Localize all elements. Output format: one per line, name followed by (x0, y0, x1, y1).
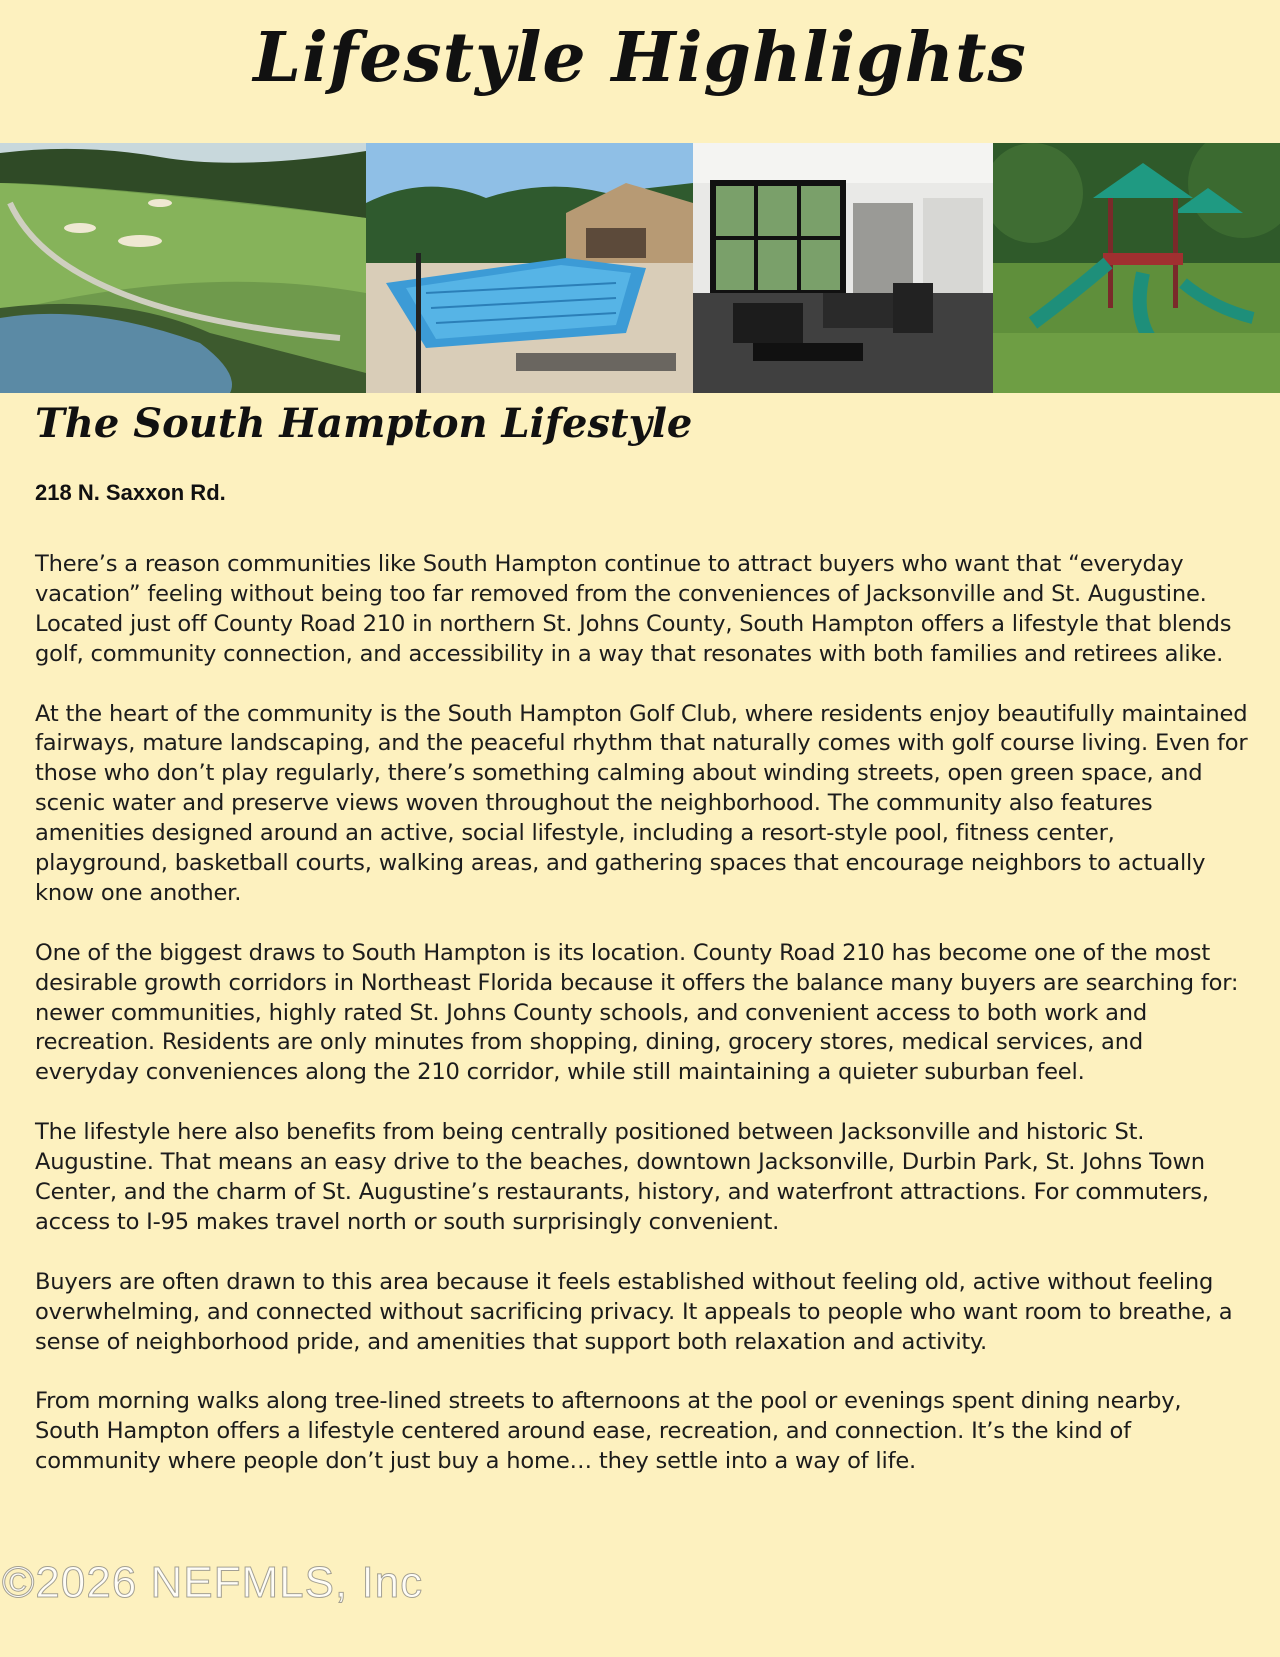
fitness-center-photo (693, 143, 993, 393)
paragraph: At the heart of the community is the South Hampton Golf Club, where residents enjoy beautifully maintained fairways, mature landscaping, and the peaceful rhythm that naturally comes with golf course living. Even for those who don’t play regularly, there’s something calming about winding streets, open green space, and scenic water and preserve views woven throughout the neighborhood. The community also features amenities designed around an active, social lifestyle, including a resort-style pool, fitness center, playground, basketball courts, walking areas, and gathering spaces that encourage neighbors to actually know one another. (35, 700, 1248, 906)
page-title: Lifestyle Highlights (253, 18, 1027, 98)
copyright-watermark: ©2026 NEFMLS, Inc (2, 1558, 424, 1607)
paragraph: There’s a reason communities like South Hampton continue to attract buyers who want that “everyday vacation” feeling without being too far removed from the conveniences of Jacksonville and St. Augustine. Located just off County Road 210 in northern St. Johns County, South Hampton offers a lifestyle that blends golf, community connection, and accessibility in a way that resonates with both families and retirees alike. (35, 551, 1232, 667)
playground-photo (993, 143, 1280, 393)
paragraph: Buyers are often drawn to this area because it feels established without feeling old, active without feeling overwhelming, and connected without sacrificing privacy. It appeals to people who want room to breathe, a sense of neighborhood pride, and amenities that support both relaxation and activity. (35, 1268, 1233, 1355)
property-address: 218 N. Saxxon Rd. (35, 480, 226, 505)
article-body (35, 550, 1250, 1507)
paragraph: The lifestyle here also benefits from being centrally positioned between Jacksonville and historic St. Augustine. That means an easy drive to the beaches, downtown Jacksonville, Durbin Park, St. Johns Town Center, and the charm of St. Augustine’s restaurants, history, and waterfront attractions. For commuters, access to I-95 makes travel north or south surprisingly convenient. (35, 1119, 1209, 1235)
pool-photo (366, 143, 693, 393)
photo-strip (0, 143, 1280, 393)
paragraph: One of the biggest draws to South Hampton is its location. County Road 210 has become one of the most desirable growth corridors in Northeast Florida because it offers the balance many buyers are searching for: newer communities, highly rated St. Johns County schools, and convenient access to both work and recreation. Residents are only minutes from shopping, dining, grocery stores, medical services, and everyday conveniences along the 210 corridor, while still maintaining a quieter suburban feel. (35, 939, 1239, 1086)
golf-course-photo (0, 143, 366, 393)
paragraph: From morning walks along tree-lined streets to afternoons at the pool or evenings spent dining nearby, South Hampton offers a lifestyle centered around ease, recreation, and connection. It’s the kind of community where people don’t just buy a home… they settle into a way of life. (35, 1388, 1182, 1475)
section-title: The South Hampton Lifestyle (35, 400, 693, 447)
